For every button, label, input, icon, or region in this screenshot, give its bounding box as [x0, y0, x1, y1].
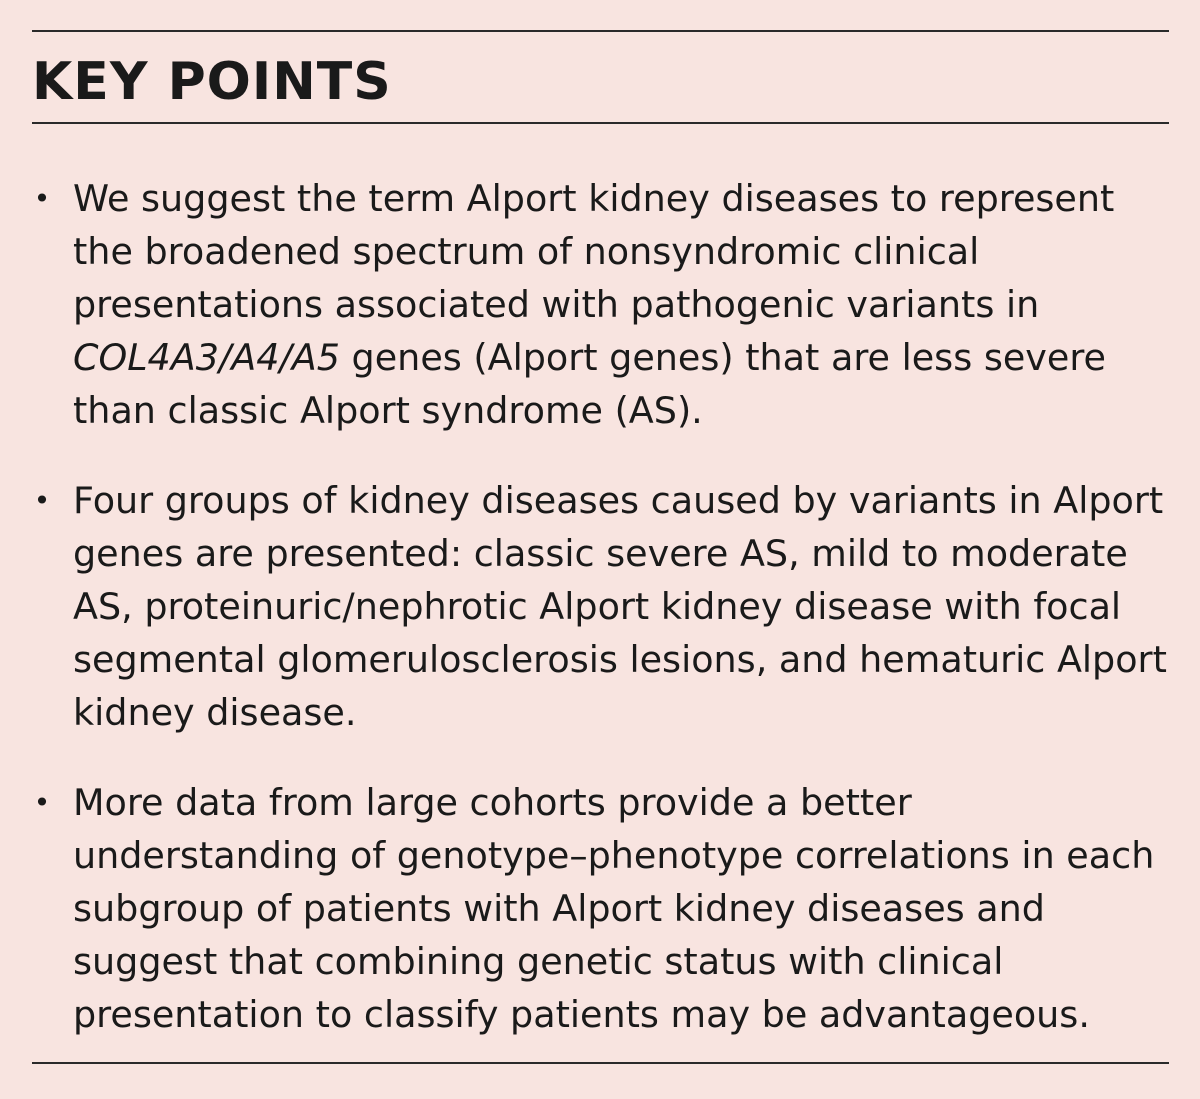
bullet-icon: • — [33, 484, 51, 517]
bullet-icon: • — [33, 786, 51, 819]
key-point-1-text-start: We suggest the term Alport kidney diseases to represent the broadened spectrum of nonsyndromic clinical presentations associated with pathogenic variants in — [73, 177, 1115, 326]
bottom-divider — [32, 1062, 1169, 1064]
key-point-2-text: Four groups of kidney diseases caused by variants in Alport genes are presented: classic severe AS, mild to moderate AS, proteinuric/nephrotic Alport kidney disease with focal segmental glomerulosclerosis lesions, and hematuric Alport kidney disease. — [73, 479, 1167, 734]
key-point-2 — [32, 474, 1172, 739]
key-point-3 — [32, 776, 1172, 1041]
bullet-icon: • — [33, 182, 51, 215]
key-points-heading: KEY POINTS — [32, 52, 392, 112]
top-divider — [32, 30, 1169, 32]
key-point-1 — [32, 172, 1172, 437]
key-point-3-text: More data from large cohorts provide a better understanding of genotype–phenotype correlations in each subgroup of patients with Alport kidney diseases and suggest that combining genetic status with clinical presentation to classify patients may be advantageous. — [73, 781, 1155, 1036]
heading-divider — [32, 122, 1169, 124]
key-points-list — [32, 172, 1172, 1078]
key-point-1-text-end: genes (Alport genes) that are less severe than classic Alport syndrome (AS). — [73, 336, 1107, 432]
gene-names: COL4A3/A4/A5 — [73, 336, 340, 379]
